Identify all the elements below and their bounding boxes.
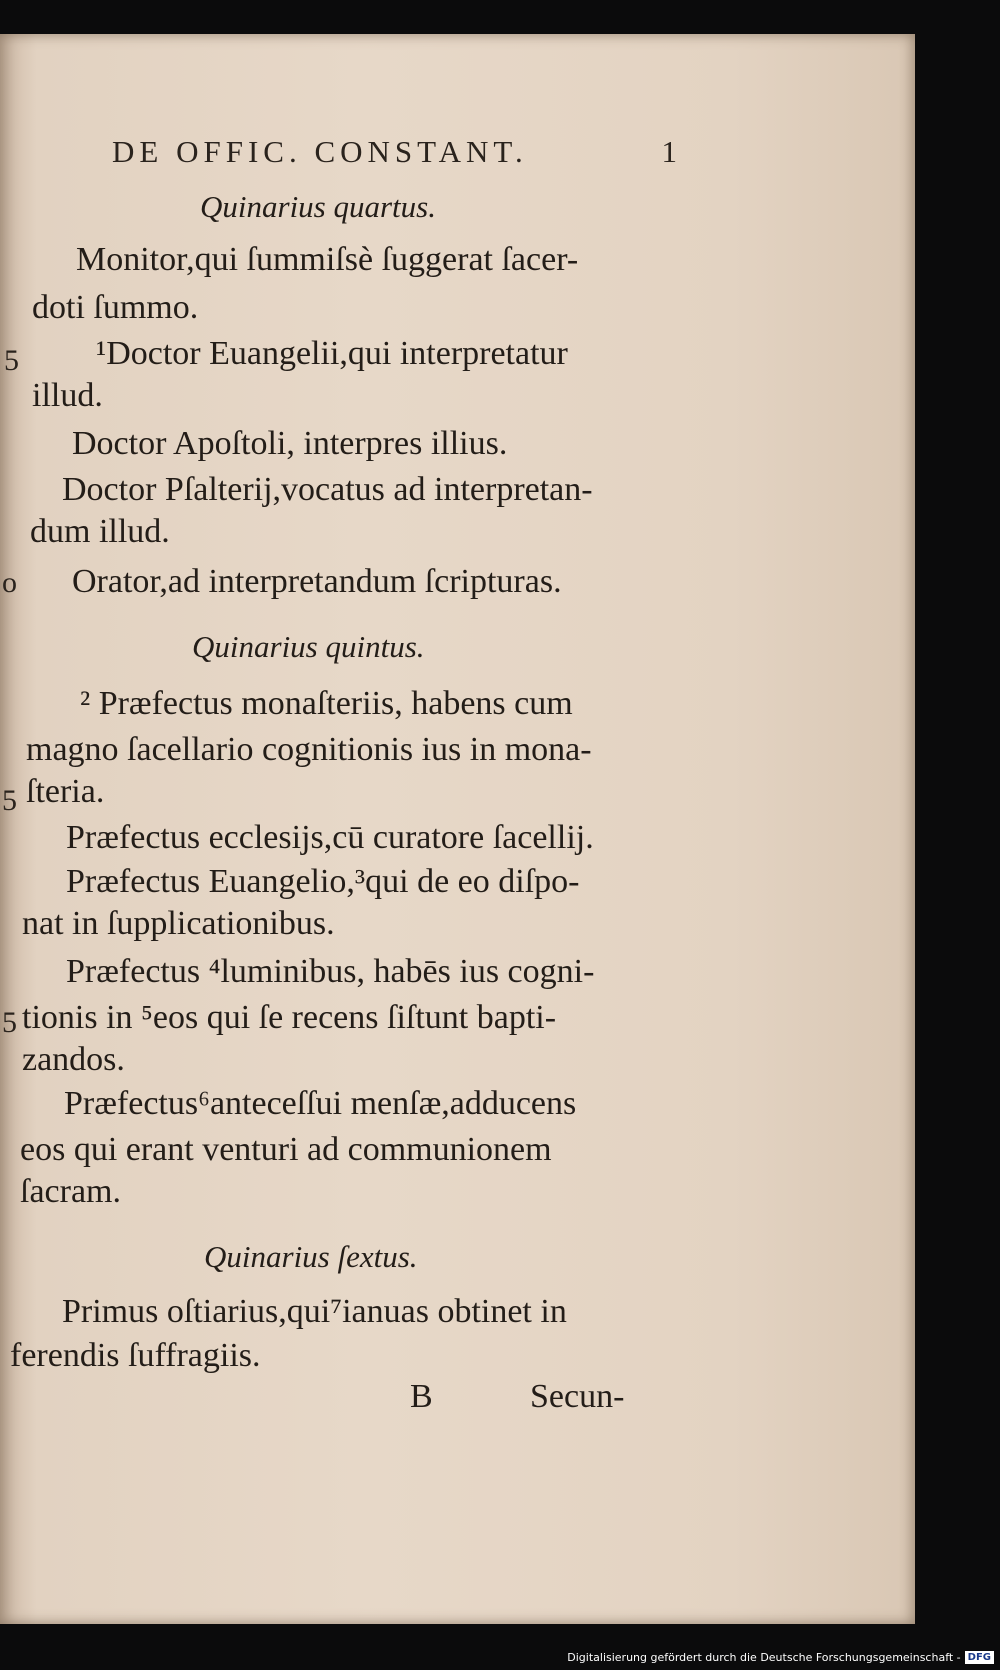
signature-mark: B bbox=[410, 1378, 433, 1415]
margin-line-number: 5 bbox=[2, 784, 17, 817]
section-heading-sextus: Quinarius ſextus. bbox=[204, 1239, 418, 1274]
digitization-credit bbox=[567, 1648, 994, 1666]
text-line: Monitor,qui ſummiſsè ſuggerat ſacer- bbox=[76, 241, 579, 278]
text-line: Doctor Pſalterij,vocatus ad interpretan- bbox=[62, 471, 593, 508]
text-line: magno ſacellario cognitionis ius in mona- bbox=[26, 731, 592, 768]
text-line: ferendis ſuffragiis. bbox=[10, 1337, 261, 1374]
text-line: Orator,ad interpretandum ſcripturas. bbox=[72, 563, 562, 600]
dfg-logo: DFG bbox=[965, 1651, 994, 1664]
text-line: illud. bbox=[32, 377, 103, 414]
text-line: ſacram. bbox=[20, 1173, 121, 1210]
margin-line-number: o bbox=[2, 566, 17, 599]
text-line: ſteria. bbox=[26, 773, 105, 810]
folio-number: 1 bbox=[661, 134, 682, 169]
section-heading-quartus: Quinarius quartus. bbox=[200, 189, 436, 224]
margin-line-number: 5 bbox=[4, 344, 19, 377]
catchword: Secun- bbox=[530, 1378, 625, 1415]
text-line: dum illud. bbox=[30, 513, 170, 550]
text-line: Primus oſtiarius,qui⁷ianuas obtinet in bbox=[62, 1293, 567, 1330]
credit-text: Digitalisierung gefördert durch die Deutsche Forschungsgemeinschaft - bbox=[567, 1650, 961, 1664]
text-line: Præfectus⁶anteceſſui menſæ,adducens bbox=[64, 1085, 577, 1122]
text-line: zandos. bbox=[22, 1041, 125, 1078]
text-line: Præfectus ecclesijs,cū curatore ſacellij. bbox=[66, 819, 594, 856]
text-line: ¹Doctor Euangelii,qui interpretatur bbox=[96, 335, 568, 372]
text-line: nat in ſupplicationibus. bbox=[22, 905, 335, 942]
margin-line-number: 5 bbox=[2, 1006, 17, 1039]
section-heading-quintus: Quinarius quintus. bbox=[192, 629, 425, 664]
text-line: tionis in ⁵eos qui ſe recens ſiſtunt bapti- bbox=[22, 999, 557, 1036]
text-line: doti ſummo. bbox=[32, 289, 199, 326]
text-line: Præfectus ⁴luminibus, habēs ius cogni- bbox=[66, 953, 595, 990]
running-title: DE OFFIC. CONSTANT. bbox=[112, 134, 528, 169]
text-line: eos qui erant venturi ad communionem bbox=[20, 1131, 552, 1168]
running-header bbox=[112, 134, 682, 180]
text-line: Præfectus Euangelio,³qui de eo diſpo- bbox=[66, 863, 580, 900]
text-line: ² Præfectus monaſteriis, habens cum bbox=[80, 685, 573, 722]
text-line: Doctor Apoſtoli, interpres illius. bbox=[72, 425, 508, 462]
